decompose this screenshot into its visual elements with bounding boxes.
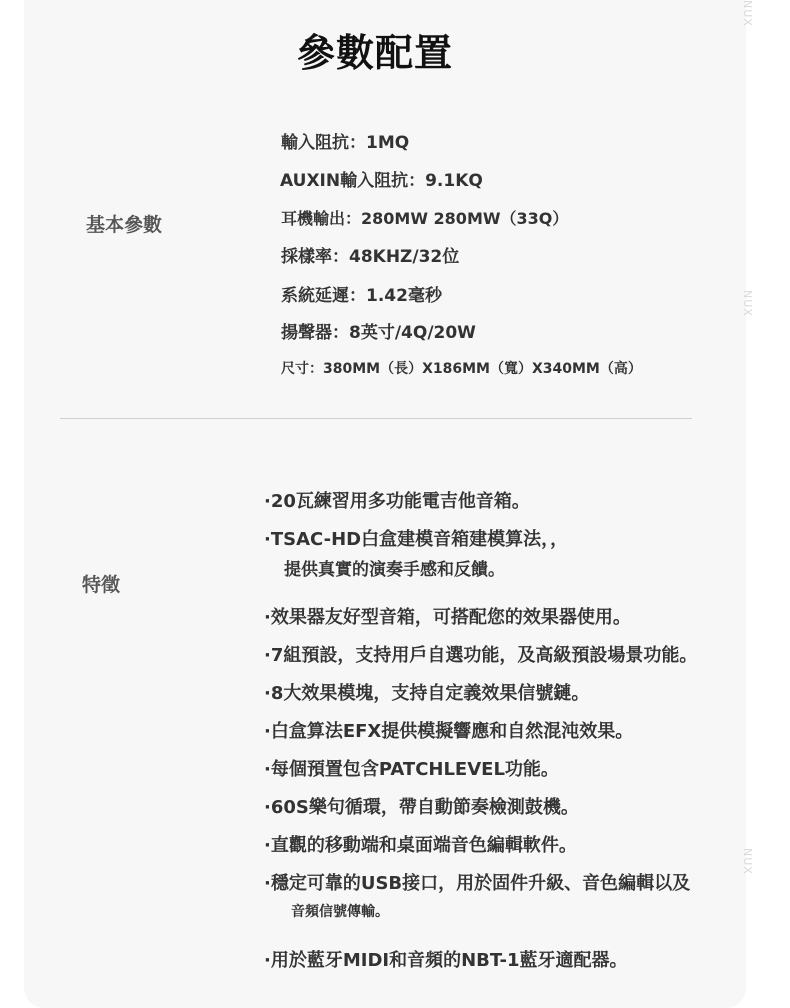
spec-input-impedance: 輸入阻抗：1MQ [281, 133, 410, 153]
feature-item: ·效果器友好型音箱，可搭配您的效果器使用。 [264, 607, 631, 628]
spec-speaker: 揚聲器：8英寸/4Q/20W [281, 323, 476, 343]
feature-item: ·穩定可靠的USB接口，用於固件升級、音色編輯以及 音頻信號傳輸。 [264, 873, 691, 920]
basic-params-label: 基本參數 [86, 214, 163, 236]
feature-item: ·60S樂句循環，帶自動節奏檢測鼓機。 [264, 797, 579, 818]
feature-item: ·每個預置包含PATCHLEVEL功能。 [264, 759, 559, 780]
feature-item: ·8大效果模塊，支持自定義效果信號鏈。 [264, 683, 590, 704]
feature-item: ·直觀的移動端和桌面端音色編輯軟件。 [264, 835, 577, 856]
features-label: 特徵 [82, 574, 121, 596]
feature-item: ·用於藍牙MIDI和音頻的NBT-1藍牙適配器。 [264, 950, 628, 971]
watermark-bottom: NUX [741, 848, 754, 875]
feature-item: ·白盒算法EFX提供模擬響應和自然混沌效果。 [264, 721, 634, 742]
spec-headphone-output: 耳機輸出：280MW 280MW（33Q） [281, 209, 569, 228]
feature-item: ·20瓦練習用多功能電吉他音箱。 [264, 491, 530, 512]
spec-dimensions: 尺寸：380MM（長）X186MM（寬）X340MM（高） [281, 361, 642, 377]
feature-item: ·TSAC-HD白盒建模音箱建模算法，， 提供真實的演奏手感和反饋。 [264, 529, 569, 580]
page-title: 參數配置 [296, 31, 453, 75]
feature-item: ·7組預設，支持用戶自選功能，及高級預設場景功能。 [264, 645, 698, 666]
watermark-top: NUX [741, 0, 754, 27]
spec-latency: 系統延遲：1.42毫秒 [281, 286, 442, 306]
watermark-middle: NUX [741, 290, 754, 317]
spec-auxin-impedance: AUXIN輸入阻抗：9.1KQ [280, 171, 483, 191]
spec-sample-rate: 採樣率：48KHZ/32位 [281, 247, 460, 267]
section-divider [60, 418, 692, 419]
